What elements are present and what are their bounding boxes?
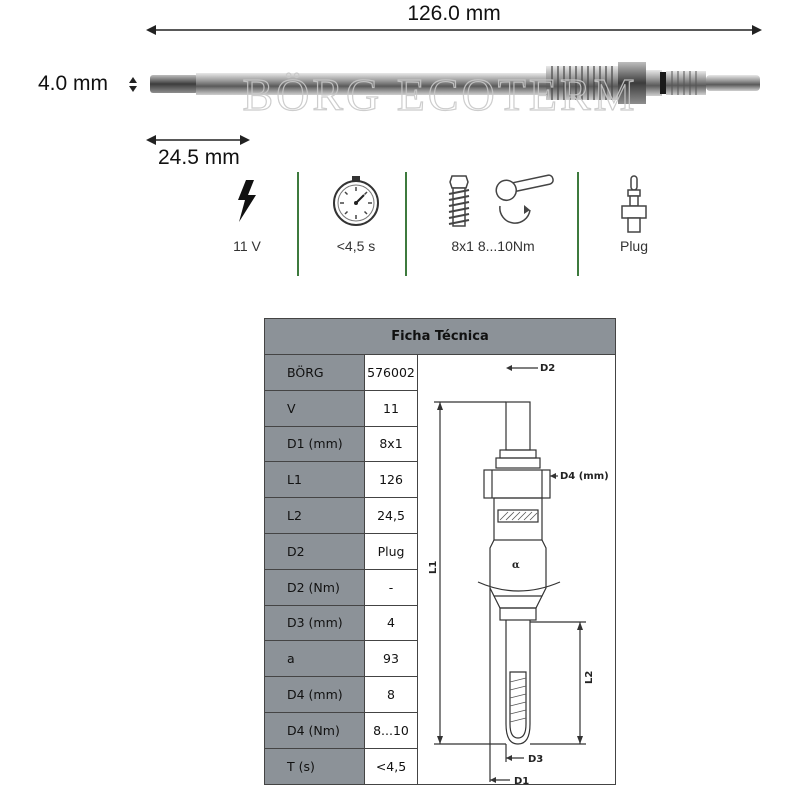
voltage-label: 11 V: [233, 238, 261, 254]
row-value: 24,5: [365, 498, 418, 534]
row-value: Plug: [365, 533, 418, 569]
row-label: V: [265, 390, 365, 426]
row-value: 126: [365, 462, 418, 498]
row-value: 576002: [365, 355, 418, 391]
row-value: 4: [365, 605, 418, 641]
divider: [405, 172, 407, 276]
heat-time-label: <4,5 s: [336, 238, 376, 254]
l2-label: L2: [584, 670, 595, 684]
row-value: 8: [365, 677, 418, 713]
row-value: 8...10: [365, 712, 418, 748]
tip-length-dimension: [146, 135, 250, 169]
d3-label: D3: [528, 754, 544, 765]
row-label: D3 (mm): [265, 605, 365, 641]
row-label: BÖRG: [265, 355, 365, 391]
row-value: <4,5: [365, 748, 418, 784]
row-value: 93: [365, 641, 418, 677]
alpha-label: α: [512, 560, 520, 571]
d2-label: D2: [540, 363, 556, 374]
l1-label: L1: [428, 560, 439, 574]
d4-label: D4 (mm): [560, 471, 609, 482]
plug-icon: [622, 176, 646, 232]
row-label: D2: [265, 533, 365, 569]
row-label: a: [265, 641, 365, 677]
row-label: D2 (Nm): [265, 569, 365, 605]
thread-wrench-icon: [449, 171, 555, 226]
row-label: T (s): [265, 748, 365, 784]
d1-label: D1: [514, 776, 530, 787]
row-label: D1 (mm): [265, 426, 365, 462]
row-value: 8x1: [365, 426, 418, 462]
row-label: D4 (Nm): [265, 712, 365, 748]
row-label: L1: [265, 462, 365, 498]
diameter-label: 4.0 mm: [38, 72, 109, 95]
row-value: 11: [365, 390, 418, 426]
length-label: 126.0 mm: [407, 2, 501, 25]
tip-length-label: 24.5 mm: [158, 146, 240, 169]
length-dimension: [146, 2, 762, 35]
row-label: L2: [265, 498, 365, 534]
divider: [577, 172, 579, 276]
connector-label: Plug: [619, 238, 649, 254]
thread-torque-label: 8x1 8...10Nm: [451, 238, 535, 254]
stopwatch-icon: [334, 176, 378, 225]
technical-drawing: [420, 352, 616, 798]
diameter-dimension: [38, 72, 137, 95]
table-title: Ficha Técnica: [265, 319, 616, 355]
row-value: -: [365, 569, 418, 605]
row-label: D4 (mm): [265, 677, 365, 713]
glow-plug-photo: [0, 0, 800, 300]
watermark: BÖRG ECOTERM: [242, 69, 638, 120]
divider: [297, 172, 299, 276]
lightning-icon: [238, 180, 256, 222]
